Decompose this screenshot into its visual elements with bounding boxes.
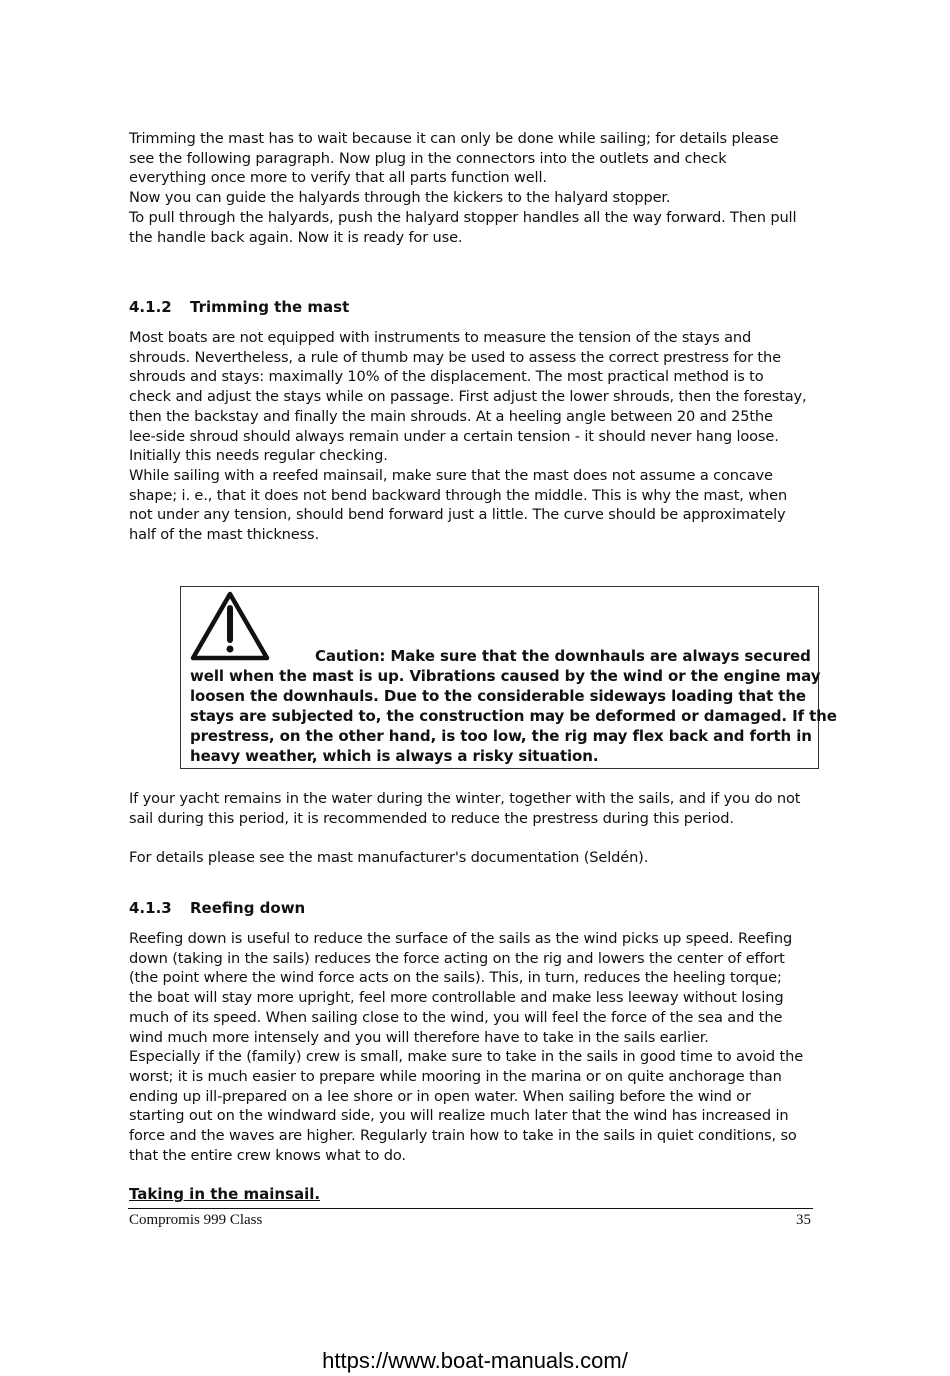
text-line: sail during this period, it is recommended to reduce the prestress during this period. xyxy=(129,809,734,827)
text-line: (the point where the wind force acts on the sails). This, in turn, reduces the heeling torque; xyxy=(129,969,782,987)
text-line: force and the waves are higher. Regularly train how to take in the sails in quiet conditions, so xyxy=(129,1127,797,1145)
text-line: Trimming the mast has to wait because it can only be done while sailing; for details please xyxy=(129,130,779,147)
caution-line: well when the mast is up. Vibrations caused by the wind or the engine may xyxy=(190,667,821,686)
text-line: half of the mast thickness. xyxy=(129,526,319,544)
text-line: starting out on the windward side, you will realize much later that the wind has increased in xyxy=(129,1107,789,1125)
caution-text xyxy=(190,646,837,767)
text-line: everything once more to verify that all parts function well. xyxy=(129,169,547,187)
caution-line: prestress, on the other hand, is too low, the rig may flex back and forth in xyxy=(190,727,812,746)
text-line: Initially this needs regular checking. xyxy=(129,447,388,465)
section-number: 4.1.2 xyxy=(129,298,172,316)
text-line: shrouds. Nevertheless, a rule of thumb may be used to assess the correct prestress for the xyxy=(129,348,781,366)
text-line: not under any tension, should bend forward just a little. The curve should be approximately xyxy=(129,506,786,524)
text-line: the boat will stay more upright, feel more controllable and make less leeway without losing xyxy=(129,989,784,1007)
text-line: Most boats are not equipped with instruments to measure the tension of the stays and xyxy=(129,329,752,346)
text-line: ending up ill-prepared on a lee shore or in open water. When sailing before the wind or xyxy=(129,1087,751,1105)
text-line: check and adjust the stays while on passage. First adjust the lower shrouds, then the forestay, xyxy=(129,388,807,406)
section-title: Trimming the mast xyxy=(190,298,350,316)
trimming-paragraph xyxy=(129,328,819,545)
text-line: lee-side shroud should always remain under a certain tension - it should never hang loose. xyxy=(129,427,779,445)
subheading-taking-in-mainsail: Taking in the mainsail. xyxy=(129,1185,321,1203)
section-title: Reefing down xyxy=(190,899,306,917)
text-line: While sailing with a reefed mainsail, make sure that the mast does not assume a concave xyxy=(129,466,773,484)
text-line: shrouds and stays: maximally 10% of the displacement. The most practical method is to xyxy=(129,368,764,386)
text-line: Especially if the (family) crew is small, make sure to take in the sails in good time to avoid the xyxy=(129,1048,804,1066)
text-line: If your yacht remains in the water during the winter, together with the sails, and if you do not xyxy=(129,790,801,807)
text-line: Now you can guide the halyards through the kickers to the halyard stopper. xyxy=(129,189,671,207)
text-line: the handle back again. Now it is ready for use. xyxy=(129,228,463,246)
text-line: For details please see the mast manufacturer's documentation (Seldén). xyxy=(129,849,649,866)
footer-divider xyxy=(128,1208,813,1209)
text-line: see the following paragraph. Now plug in the connectors into the outlets and check xyxy=(129,149,727,167)
text-line: shape; i. e., that it does not bend backward through the middle. This is why the mast, when xyxy=(129,486,788,504)
intro-paragraph xyxy=(129,129,819,247)
text-line: that the entire crew knows what to do. xyxy=(129,1146,406,1164)
section-number: 4.1.3 xyxy=(129,899,172,917)
section-heading-4-1-2 xyxy=(129,298,349,316)
text-line: down (taking in the sails) reduces the force acting on the rig and lowers the center of effort xyxy=(129,949,785,967)
text-line: Reefing down is useful to reduce the surface of the sails as the wind picks up speed. Reefing xyxy=(129,930,793,947)
footer-title: Compromis 999 Class xyxy=(129,1212,263,1228)
details-paragraph xyxy=(129,848,819,868)
text-line: To pull through the halyards, push the halyard stopper handles all the way forward. Then pull xyxy=(129,208,797,226)
text-line: much of its speed. When sailing close to the wind, you will feel the force of the sea and the xyxy=(129,1008,783,1026)
section-heading-4-1-3 xyxy=(129,899,305,917)
caution-line: loosen the downhauls. Due to the considerable sideways loading that the xyxy=(190,687,806,706)
caution-line: Caution: Make sure that the downhauls are always secured xyxy=(315,647,811,665)
caution-line: stays are subjected to, the construction may be deformed or damaged. If the xyxy=(190,707,837,726)
text-line: wind much more intensely and you will therefore have to take in the sails earlier. xyxy=(129,1028,709,1046)
winter-paragraph xyxy=(129,789,819,828)
text-line: worst; it is much easier to prepare while mooring in the marina or on quite anchorage than xyxy=(129,1067,782,1085)
caution-line: heavy weather, which is always a risky situation. xyxy=(190,747,599,766)
page-number: 35 xyxy=(796,1212,811,1228)
reefing-paragraph xyxy=(129,929,819,1165)
watermark-url: https://www.boat-manuals.com/ xyxy=(322,1348,628,1373)
text-line: then the backstay and finally the main shrouds. At a heeling angle between 20 and 25the xyxy=(129,407,773,425)
